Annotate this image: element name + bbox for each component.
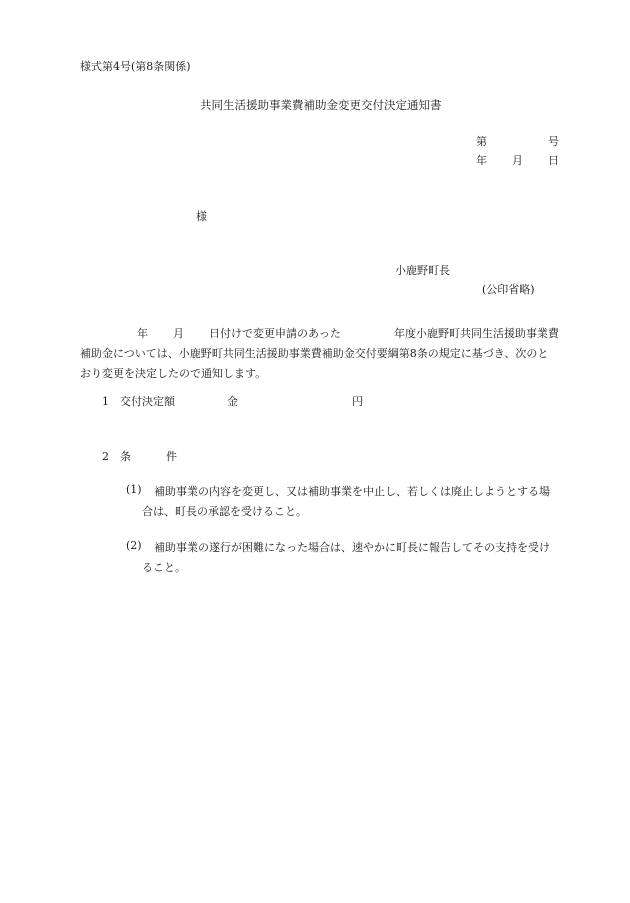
- number-prefix: 第: [476, 135, 487, 148]
- form-number: 様式第4号(第8条関係): [80, 60, 191, 73]
- document-title: 共同生活援助事業費補助金変更交付決定通知書: [200, 98, 442, 112]
- condition-1-text-1: 補助事業の内容を変更し、又は補助事業を中止し、若しくは廃止しようとする場: [154, 485, 550, 498]
- body-year: 年: [137, 327, 148, 340]
- body-day-text: 日付けで変更申請のあった: [209, 327, 341, 340]
- body-line-3: [80, 360, 575, 380]
- item-2-label-a: 条: [120, 450, 131, 463]
- item-2-label-b: 件: [166, 450, 177, 463]
- date-month: 月: [512, 154, 523, 167]
- condition-1-line-1: [126, 480, 581, 500]
- condition-2-text-2: ること。: [142, 561, 186, 574]
- condition-2-marker: (2): [126, 539, 142, 552]
- condition-2-line-1: [126, 536, 581, 556]
- body-line-2-text: 補助金については、小鹿野町共同生活援助事業費補助金交付要綱第8条の規定に基づき、次のと: [80, 347, 549, 360]
- condition-1-text-2: 合は、町長の承認を受けること。: [142, 505, 307, 518]
- body-month: 月: [173, 327, 184, 340]
- condition-1: [126, 480, 581, 520]
- date-day: 日: [548, 154, 559, 167]
- item-1-label: 交付決定額: [120, 395, 175, 408]
- issuer-name: 小鹿野町長: [395, 264, 450, 277]
- condition-2-line-2: [126, 556, 581, 576]
- condition-1-marker: (1): [126, 483, 142, 496]
- condition-1-line-2: [126, 500, 581, 520]
- body-line-3-text: おり変更を決定したので通知します。: [80, 367, 267, 380]
- seal-omitted-note: (公印省略): [482, 283, 535, 296]
- condition-2: [126, 536, 581, 576]
- body-line-2: [80, 340, 575, 360]
- number-suffix: 号: [548, 135, 559, 148]
- body-fiscal-text: 年度小鹿野町共同生活援助事業費: [394, 327, 559, 340]
- body-line-1: [80, 320, 575, 340]
- body-paragraph: [80, 320, 575, 380]
- item-2-number: 2: [102, 450, 109, 463]
- item-1-amount-suffix: 円: [352, 395, 363, 408]
- addressee-honorific: 様: [196, 210, 207, 223]
- date-year: 年: [476, 154, 487, 167]
- condition-2-text-1: 補助事業の遂行が困難になった場合は、速やかに町長に報告してその支持を受け: [154, 541, 550, 554]
- item-1-amount-prefix: 金: [227, 395, 238, 408]
- item-1-number: 1: [102, 395, 109, 408]
